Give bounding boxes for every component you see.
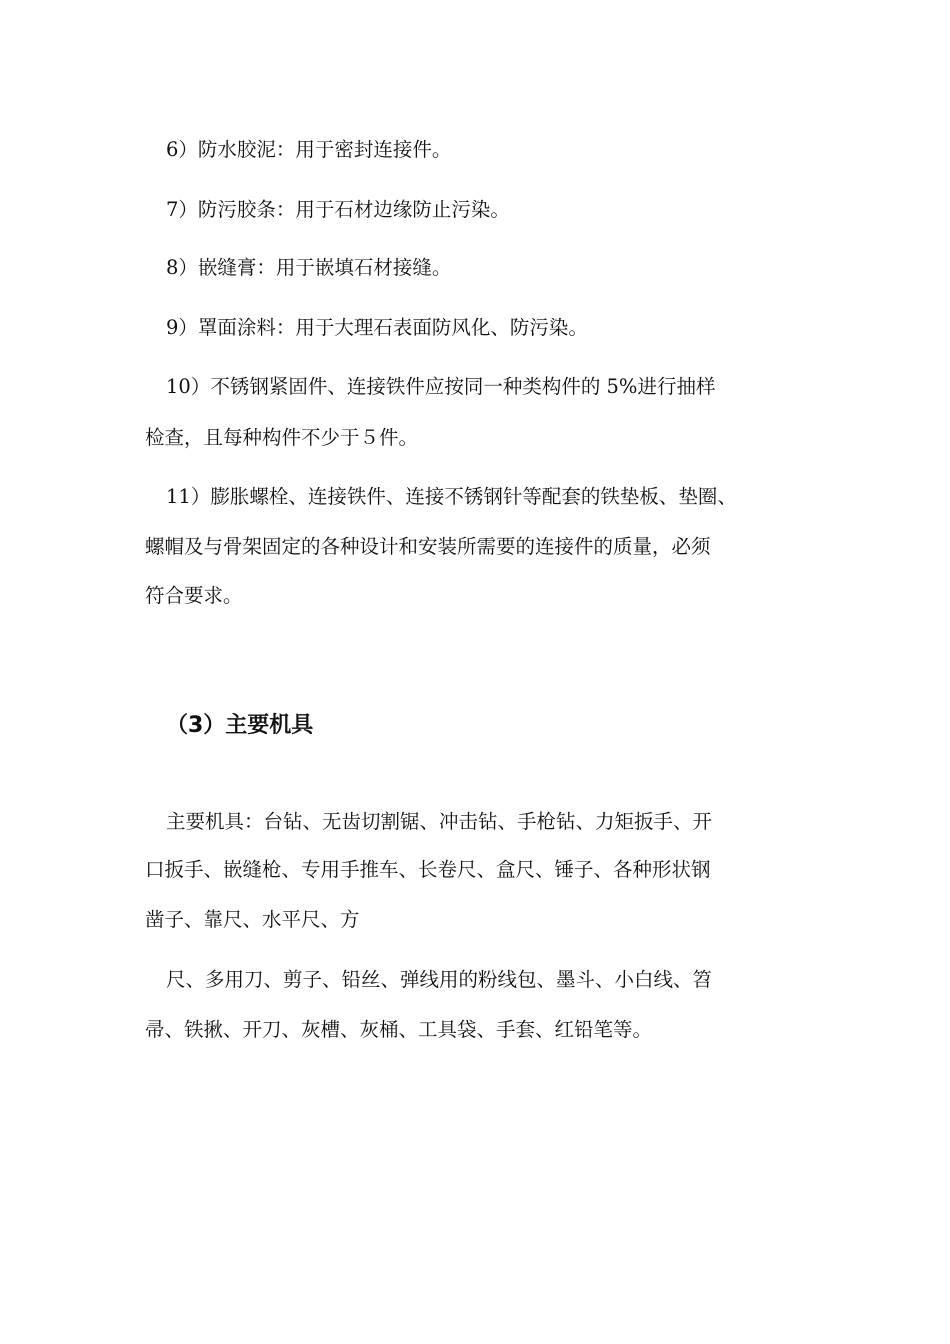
item-10-line-2: 检查，且每种构件不少于５件。 [145,426,419,449]
tools-cont-line-2: 帚、铁揪、开刀、灰槽、灰桶、工具袋、手套、红铅笔等。 [145,1018,653,1041]
item-11-line-1: 11）膨胀螺栓、连接铁件、连接不锈钢针等配套的铁垫板、垫圈、 [166,485,737,508]
item-10-line-1: 10）不锈钢紧固件、连接铁件应按同一种类构件的 5%进行抽样 [166,375,716,398]
item-6: 6）防水胶泥：用于密封连接件。 [166,138,452,161]
tools-line-3: 凿子、靠尺、水平尺、方 [145,908,360,931]
section-heading: （3）主要机具 [166,713,314,738]
item-8: 8）嵌缝膏：用于嵌填石材接缝。 [166,256,452,279]
item-11-line-3: 符合要求。 [145,584,243,607]
tools-line-2: 口扳手、嵌缝枪、专用手推车、长卷尺、盒尺、锤子、各种形状钢 [145,858,711,881]
tools-cont-line-1: 尺、多用刀、剪子、铅丝、弹线用的粉线包、墨斗、小白线、笤 [166,968,713,991]
tools-line-1: 主要机具：台钻、无齿切割锯、冲击钻、手枪钻、力矩扳手、开 [166,810,713,833]
item-9: 9）罩面涂料：用于大理石表面防风化、防污染。 [166,316,588,339]
item-11-line-2: 螺帽及与骨架固定的各种设计和安装所需要的连接件的质量，必须 [145,535,711,558]
item-7: 7）防污胶条：用于石材边缘防止污染。 [166,198,510,221]
